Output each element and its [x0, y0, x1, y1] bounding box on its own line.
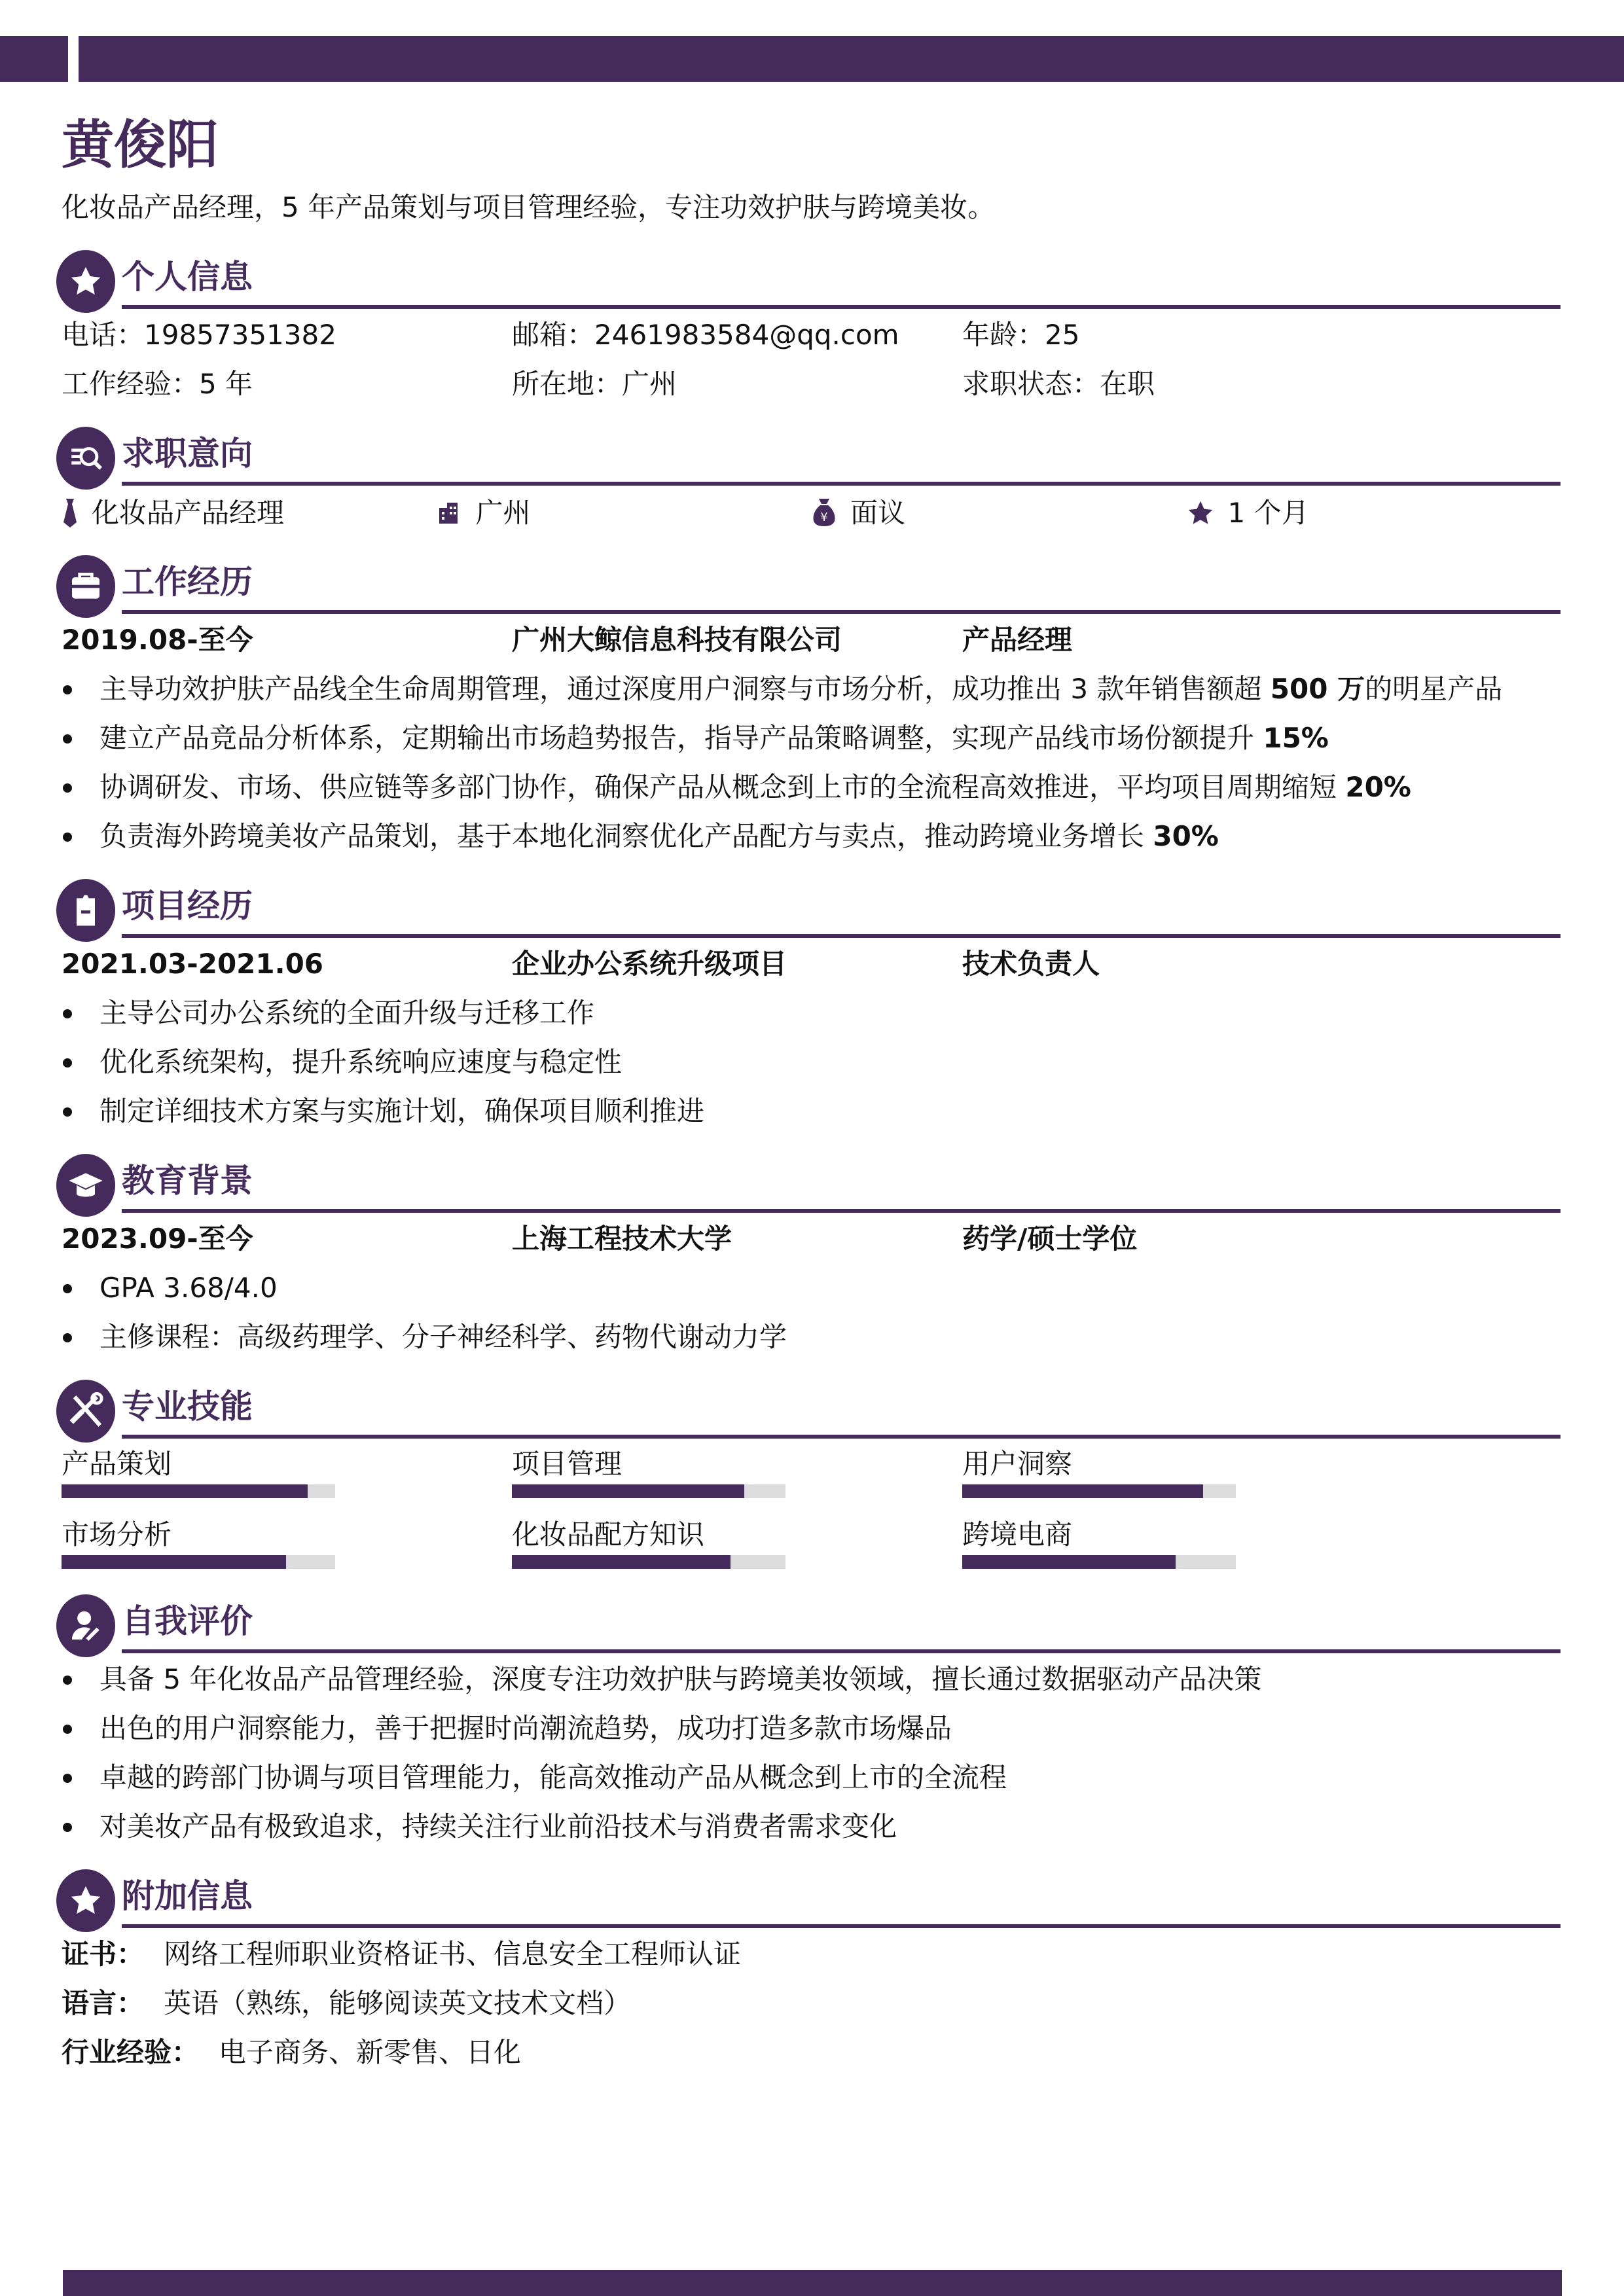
building-icon — [437, 500, 463, 526]
work-entry-header — [62, 615, 1561, 664]
header-bar — [79, 36, 1624, 82]
star-icon — [56, 250, 115, 313]
star-icon — [1186, 499, 1215, 528]
section-divider — [122, 1924, 1561, 1928]
header-bar-left — [0, 36, 68, 82]
candidate-summary: 化妆品产品经理，5 年产品策划与项目管理经验，专注功效护肤与跨境美妆。 — [62, 191, 996, 223]
education-entry-header — [62, 1214, 1561, 1263]
resume-page — [62, 98, 1561, 2077]
section-divider — [122, 1435, 1561, 1439]
intent-salary: ¥ 面议 — [811, 487, 1186, 539]
skill-item: 产品策划 — [62, 1444, 512, 1515]
section-title: 教育背景 — [122, 1162, 253, 1200]
skill-bar — [962, 1555, 1236, 1569]
skill-item: 化妆品配方知识 — [512, 1515, 962, 1585]
clipboard-icon — [56, 879, 115, 942]
industry-experience: 行业经验： 电子商务、新零售、日化 — [62, 2036, 522, 2068]
section-title: 专业技能 — [122, 1388, 253, 1426]
section-divider — [122, 610, 1561, 614]
section-title: 附加信息 — [122, 1877, 253, 1915]
star-icon — [56, 1869, 115, 1932]
user-edit-icon — [56, 1594, 115, 1657]
project-period: 2021.03-2021.06 — [62, 948, 324, 980]
section-title: 项目经历 — [122, 887, 253, 925]
list-item: 制定详细技术方案与实施计划，确保项目顺利推进 — [62, 1086, 1561, 1136]
skills-grid — [62, 1444, 1561, 1585]
work-bullets — [62, 664, 1561, 861]
skill-item: 跨境电商 — [962, 1515, 1413, 1585]
skill-item: 市场分析 — [62, 1515, 512, 1585]
skill-bar — [512, 1555, 785, 1569]
graduation-cap-icon — [56, 1154, 115, 1217]
section-self-evaluation — [62, 1589, 1561, 1851]
section-divider — [122, 1649, 1561, 1653]
project-role: 技术负责人 — [962, 948, 1100, 980]
list-item: GPA 3.68/4.0 — [62, 1263, 1561, 1312]
section-personal-info — [62, 245, 1561, 408]
section-education — [62, 1149, 1561, 1361]
skill-bar — [512, 1484, 785, 1498]
intent-row — [62, 487, 1561, 539]
education-period: 2023.09-至今 — [62, 1223, 253, 1255]
company-name: 广州大鲸信息科技有限公司 — [512, 624, 842, 656]
section-additional-info — [62, 1864, 1561, 2077]
skill-item: 项目管理 — [512, 1444, 962, 1515]
project-bullets — [62, 988, 1561, 1136]
section-divider — [122, 934, 1561, 938]
intent-city: 广州 — [437, 487, 812, 539]
list-item: 具备 5 年化妆品产品管理经验，深度专注功效护肤与跨境美妆领域，擅长通过数据驱动产品决策 — [62, 1655, 1561, 1704]
project-entry-header — [62, 939, 1561, 988]
age: 年龄：25 — [962, 319, 1080, 351]
education-bullets — [62, 1263, 1561, 1361]
list-item: 协调研发、市场、供应链等多部门协作，确保产品从概念到上市的全流程高效推进，平均项目周期缩短 20% — [62, 762, 1561, 812]
briefcase-icon — [56, 555, 115, 618]
certificates: 证书： 网络工程师职业资格证书、信息安全工程师认证 — [62, 1938, 742, 1970]
list-item: 主导功效护肤产品线全生命周期管理，通过深度用户洞察与市场分析，成功推出 3 款年销售额超 500 万的明星产品 — [62, 664, 1561, 713]
job-role: 产品经理 — [962, 624, 1073, 656]
skill-bar — [962, 1484, 1236, 1498]
list-item: 对美妆产品有极致追求，持续关注行业前沿技术与消费者需求变化 — [62, 1802, 1561, 1851]
list-item: 主导公司办公系统的全面升级与迁移工作 — [62, 988, 1561, 1037]
intent-availability: 1 个月 — [1186, 487, 1561, 539]
search-icon — [56, 427, 115, 490]
section-project-experience — [62, 874, 1561, 1136]
skill-bar — [62, 1484, 335, 1498]
money-bag-icon — [811, 499, 837, 528]
school-name: 上海工程技术大学 — [512, 1223, 732, 1255]
section-divider — [122, 1209, 1561, 1213]
tools-icon — [56, 1380, 115, 1443]
list-item: 出色的用户洞察能力，善于把握时尚潮流趋势，成功打造多款市场爆品 — [62, 1704, 1561, 1753]
info-row — [62, 310, 1561, 359]
section-title: 个人信息 — [122, 258, 253, 296]
list-item: 卓越的跨部门协调与项目管理能力，能高效推动产品从概念到上市的全流程 — [62, 1753, 1561, 1802]
list-item: 负责海外跨境美妆产品策划，基于本地化洞察优化产品配方与卖点，推动跨境业务增长 30% — [62, 812, 1561, 861]
skill-bar — [62, 1555, 335, 1569]
candidate-name: 黄俊阳 — [62, 115, 219, 175]
phone: 电话：19857351382 — [62, 319, 336, 351]
svg-text:¥: ¥ — [820, 511, 828, 524]
section-work-experience — [62, 550, 1561, 861]
section-title: 工作经历 — [122, 563, 253, 601]
languages: 语言： 英语（熟练，能够阅读英文技术文档） — [62, 1987, 632, 2019]
degree: 药学/硕士学位 — [962, 1223, 1138, 1255]
footer-bar — [63, 2270, 1562, 2296]
info-row — [62, 359, 1561, 408]
location: 所在地：广州 — [512, 368, 677, 400]
job-status: 求职状态：在职 — [962, 368, 1155, 400]
section-divider — [122, 482, 1561, 486]
work-period: 2019.08-至今 — [62, 624, 253, 656]
section-divider — [122, 305, 1561, 309]
work-years: 工作经验：5 年 — [62, 368, 253, 400]
skill-item: 用户洞察 — [962, 1444, 1413, 1515]
email: 邮箱：2461983584@qq.com — [512, 319, 899, 351]
section-title: 求职意向 — [122, 435, 253, 473]
section-skills — [62, 1374, 1561, 1585]
section-job-intent — [62, 422, 1561, 539]
list-item: 主修课程：高级药理学、分子神经科学、药物代谢动力学 — [62, 1312, 1561, 1361]
section-title: 自我评价 — [122, 1602, 253, 1640]
self-eval-bullets — [62, 1655, 1561, 1851]
list-item: 建立产品竞品分析体系，定期输出市场趋势报告，指导产品策略调整，实现产品线市场份额提升 15% — [62, 713, 1561, 762]
project-name: 企业办公系统升级项目 — [512, 948, 787, 980]
list-item: 优化系统架构，提升系统响应速度与稳定性 — [62, 1037, 1561, 1086]
tie-icon — [62, 499, 79, 528]
intent-position: 化妆品产品经理 — [62, 487, 437, 539]
